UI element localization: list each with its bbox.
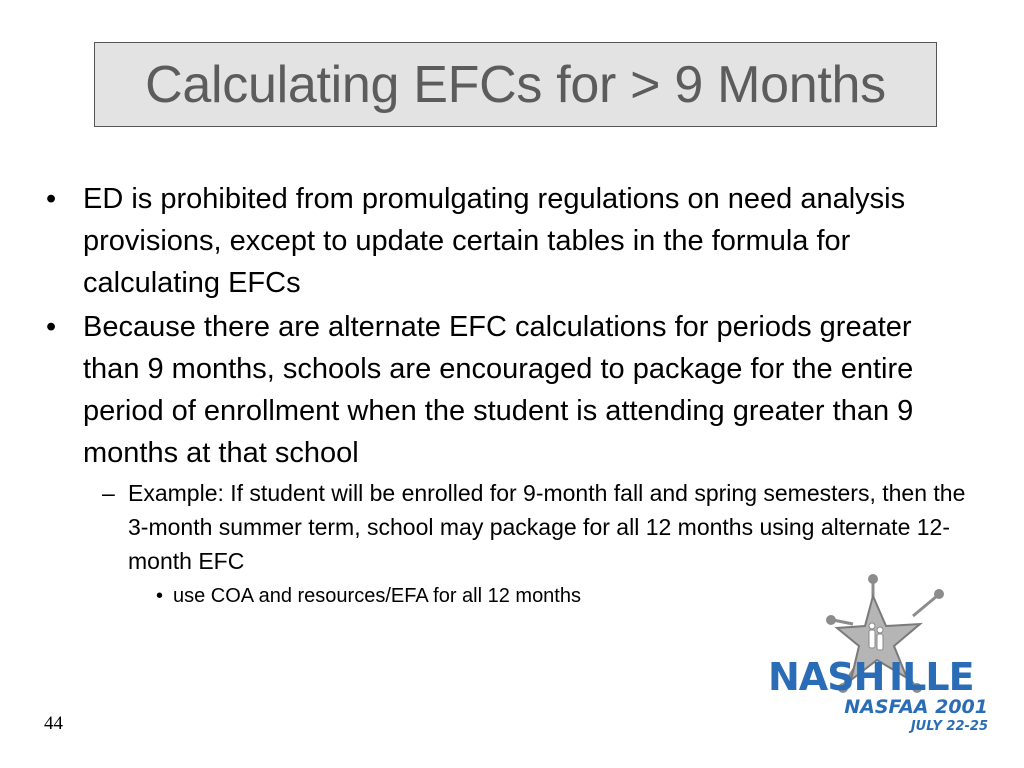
bullet-list xyxy=(46,178,966,610)
title-box xyxy=(94,42,937,127)
logo-wordmark xyxy=(765,655,993,699)
sub-bullet-text: Example: If student will be enrolled for 9-month fall and spring semesters, then the 3-month summer term, school may package for all 12 months using alternate 12-month EFC xyxy=(128,480,966,574)
bullet-marker: • xyxy=(46,311,57,343)
nashville-nasfaa-logo xyxy=(765,574,993,739)
sub-sub-bullet-marker: • xyxy=(156,585,164,607)
logo-event-date: JULY 22-25 xyxy=(910,719,988,734)
bullet-marker: • xyxy=(46,183,57,215)
bullet-item xyxy=(46,178,966,304)
slide-number: 44 xyxy=(44,713,63,734)
logo-event-name: NASFAA 2001 xyxy=(844,696,988,718)
sub-bullet-item xyxy=(46,476,966,578)
bullet-item xyxy=(46,306,966,474)
bullet-text: ED is prohibited from promulgating regulations on need analysis provisions, except to update certain tables in the formula for calculating EFCs xyxy=(83,183,906,299)
bullet-text: Because there are alternate EFC calculations for periods greater than 9 months, schools are encouraged to package for the entire period of enrollment when the student is attending greater than 9 months at that school xyxy=(83,311,914,469)
sub-sub-bullet-text: use COA and resources/EFA for all 12 months xyxy=(173,585,581,607)
logo-word-part-b: ILLE xyxy=(889,655,974,699)
sub-bullet-marker: – xyxy=(102,480,115,506)
slide-title: Calculating EFCs for > 9 Months xyxy=(145,55,886,114)
logo-word-part-a: NASH xyxy=(768,655,885,699)
